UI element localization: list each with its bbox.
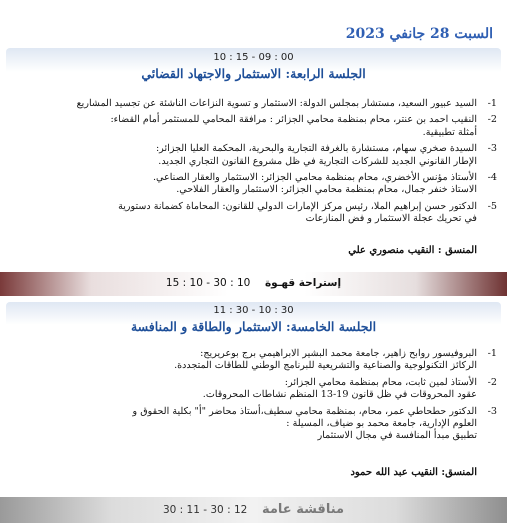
item-line: تطبيق مبدأ المنافسة في مجال الاستثمار	[317, 430, 477, 442]
item-number: 1-	[487, 348, 497, 359]
session4-item	[9, 201, 497, 226]
session4-item	[9, 172, 497, 197]
item-line: العلوم الإدارية، جامعة محمد بو ضياف، المسيلة :	[286, 418, 477, 430]
session5-item	[9, 348, 497, 373]
session5-time: 11 : 30 - 10 : 30	[213, 305, 294, 316]
session4-item	[9, 114, 497, 139]
item-line: السيد عبيور السعيد، مستشار بمجلس الدولة: الاستثمار و تسوية النزاعات الناشئة عن تجسيد المشاريع	[76, 98, 477, 109]
item-line: عقود المحروقات في ظل قانون 19-13 المنظم نشاطات المحروقات.	[202, 389, 477, 401]
break-text: إستراحة قهـوة	[264, 277, 342, 289]
item-number: 3-	[487, 143, 497, 155]
session5-title: الجلسة الخامسة: الاستثمار والطاقة و المنافسة	[130, 319, 377, 334]
item-line: الأستاذ مؤنس الأخضري، محام بمنظمة محامي الجزائر: الاستثمار والعقار الصناعي.	[152, 172, 477, 184]
item-line: النقيب احمد بن عنتر، محام بمنظمة محامي الجزائر : مرافقة المحامي للمستثمر أمام القضاء:	[110, 114, 477, 126]
program-date: السبت 28 جانفي 2023	[345, 26, 493, 42]
break-label	[0, 277, 507, 289]
session5-items	[9, 348, 497, 443]
session4-items	[9, 98, 497, 226]
item-number: 3-	[487, 405, 497, 417]
session4-time: 10 : 15 - 09 : 00	[213, 52, 294, 63]
item-line: الإطار القانوني الجديد للشركات التجارية في ظل مشروع القانون التجاري الجديد.	[158, 155, 477, 167]
discussion-time: 12 : 30 - 11 : 30	[162, 504, 248, 516]
break-band	[0, 272, 507, 296]
discussion-band	[0, 497, 507, 523]
item-number: 2-	[487, 376, 497, 388]
session4-item	[9, 98, 497, 110]
session5-item	[9, 377, 497, 402]
item-line: في تحريك عجلة الاستثمار و فض المنازعات	[305, 213, 477, 225]
session4-header	[6, 48, 501, 88]
break-time: 10 : 30 - 10 : 15	[165, 277, 251, 289]
item-line: الأستاذ لمين ثابت، محام بمنظمة محامي الجزائر:	[284, 376, 477, 388]
session4-moderator: المنسق : النقيب منصوري علي	[348, 245, 477, 256]
item-number: 2-	[487, 114, 497, 126]
item-line: أمثلة تطبيقية.	[422, 126, 477, 138]
item-line: السيدة صخري سهام، مستشارة بالغرفة التجارية والبحرية، المحكمة العليا الجزائر:	[155, 143, 477, 155]
item-number: 1-	[487, 98, 497, 109]
discussion-text: مناقشة عامة	[261, 502, 345, 517]
item-number: 4-	[487, 172, 497, 184]
session5-moderator: المنسق: النقيب عبد الله حمود	[350, 467, 477, 478]
item-line: الاستاذ خنفر جمال، محام بمنظمة محامي الجزائر: الاستثمار والعقار الفلاحي.	[176, 184, 477, 196]
discussion-label	[0, 502, 507, 517]
session5-header	[6, 302, 501, 340]
session4-title: الجلسة الرابعة: الاستثمار والاجتهاد القضائي	[141, 66, 366, 81]
item-number: 5-	[487, 200, 497, 212]
item-line: الدكتور حسن إبراهيم الملا، رئيس مركز الإمارات الدولي للقانون: المحاماة كضمانة دستورية	[118, 200, 477, 212]
item-line: الركائز التكنولوجية والصناعية والتشريعية للبرنامج الوطني للطاقات المتجددة.	[174, 360, 477, 372]
session5-item	[9, 406, 497, 443]
item-line: البروفيسور روابح زاهير، جامعة محمد البشير الابراهيمي برج بوعريريج:	[200, 348, 477, 359]
session4-item	[9, 143, 497, 168]
item-line: الدكتور حطحاطي عمر، محام، بمنظمة محامي سطيف،أستاذ محاضر "أ" بكلية الحقوق و	[132, 405, 477, 417]
